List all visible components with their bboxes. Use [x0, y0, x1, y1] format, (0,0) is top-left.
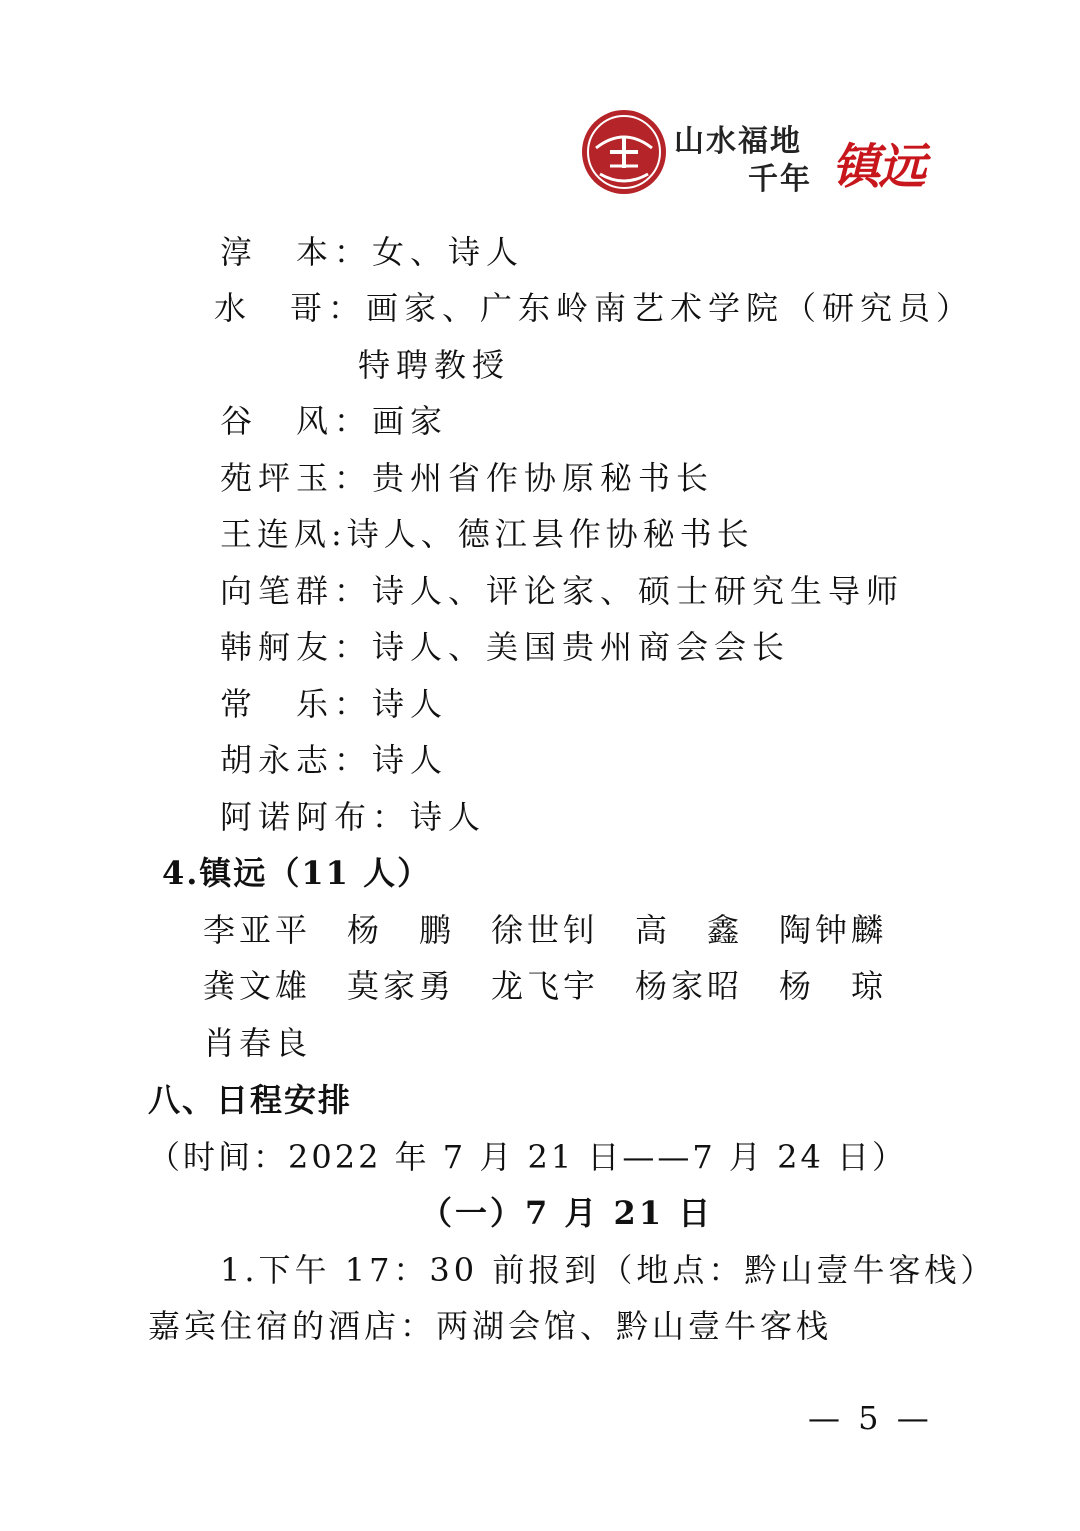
- member-name: 常 乐: [220, 685, 335, 723]
- member-desc: 诗人、美国贵州商会会长: [372, 628, 791, 666]
- member-line-10: [220, 797, 486, 837]
- member-name: 水 哥: [214, 289, 329, 327]
- member-line-4: [220, 458, 714, 498]
- delegate-name: 高 鑫: [635, 911, 744, 949]
- delegate-name: 陶钟麟: [779, 911, 888, 949]
- member-desc: 诗人: [372, 741, 449, 779]
- member-line-7: [220, 627, 790, 667]
- schedule-item-1: 1.下午 17：30 前报到（地点：黔山壹牛客栈）: [220, 1251, 997, 1289]
- member-desc: 贵州省作协原秘书长: [372, 459, 715, 497]
- day-1-heading: （一）7 月 21 日: [420, 1194, 714, 1232]
- member-line-5: [220, 514, 754, 554]
- delegate-name: 龙飞宇: [491, 967, 600, 1005]
- member-name: 胡永志: [220, 741, 335, 779]
- colon: :: [331, 515, 347, 553]
- colon: ：: [328, 289, 367, 327]
- member-line-3: [220, 401, 448, 441]
- member-name: 苑坪玉: [220, 459, 335, 497]
- colon: ：: [334, 233, 373, 271]
- delegate-name: 徐世钊: [491, 911, 600, 949]
- logo-slogan-line2: 千年: [748, 162, 812, 197]
- colon: ：: [334, 628, 373, 666]
- delegate-name: 肖春良: [203, 1024, 312, 1062]
- colon: ：: [334, 402, 373, 440]
- colon: ：: [334, 459, 373, 497]
- zhenyuan-names-row-1: [203, 910, 923, 950]
- zhenyuan-names-row-3: [203, 1023, 347, 1063]
- zhenyuan-names-row-2: [203, 966, 923, 1006]
- member-name: 谷 风: [220, 402, 335, 440]
- member-name: 王连凤: [220, 515, 332, 553]
- member-line-9: [220, 740, 448, 780]
- member-desc: 女、诗人: [372, 233, 525, 271]
- member-line-6: [220, 571, 904, 611]
- member-name: 淳 本: [220, 233, 335, 271]
- delegate-name: 李亚平: [203, 911, 312, 949]
- section-4-heading: 4.镇远（11 人）: [162, 854, 432, 892]
- colon: ：: [334, 572, 373, 610]
- delegate-name: 莫家勇: [347, 967, 456, 1005]
- schedule-time-range: （时间：2022 年 7 月 21 日——7 月 24 日）: [148, 1138, 907, 1176]
- zhenyuan-emblem-icon: [580, 108, 668, 196]
- page-number: — 5 —: [808, 1399, 933, 1437]
- member-name: 向笔群: [220, 572, 335, 610]
- member-desc: 画家、广东岭南艺术学院（研究员）: [366, 289, 975, 327]
- member-name: 韩舸友: [220, 628, 335, 666]
- member-desc-continuation: 特聘教授: [358, 346, 511, 384]
- delegate-name: 杨 鹏: [347, 911, 456, 949]
- member-name: 阿诺阿布: [220, 798, 373, 836]
- colon: ：: [334, 685, 373, 723]
- logo-slogan-line1: 山水福地: [674, 124, 802, 159]
- section-8-heading: 八、日程安排: [148, 1081, 353, 1119]
- member-desc: 诗人、德江县作协秘书长: [346, 515, 754, 553]
- member-line-2: [214, 288, 974, 328]
- colon: ：: [334, 741, 373, 779]
- member-line-2-continuation: [358, 345, 510, 385]
- logo-script-zhenyuan: 镇远: [832, 139, 925, 195]
- member-desc: 诗人、评论家、硕士研究生导师: [372, 572, 905, 610]
- schedule-item-1-hotels: 嘉宾住宿的酒店：两湖会馆、黔山壹牛客栈: [148, 1307, 833, 1345]
- delegate-name: 龚文雄: [203, 967, 312, 1005]
- member-desc: 诗人: [372, 685, 449, 723]
- delegate-name: 杨 琼: [779, 967, 888, 1005]
- member-desc: 诗人: [410, 798, 487, 836]
- member-desc: 画家: [372, 402, 449, 440]
- member-line-1: [220, 232, 524, 272]
- delegate-name: 杨家昭: [635, 967, 744, 1005]
- member-line-8: [220, 684, 448, 724]
- colon: ：: [372, 798, 411, 836]
- header-logo: [580, 108, 940, 200]
